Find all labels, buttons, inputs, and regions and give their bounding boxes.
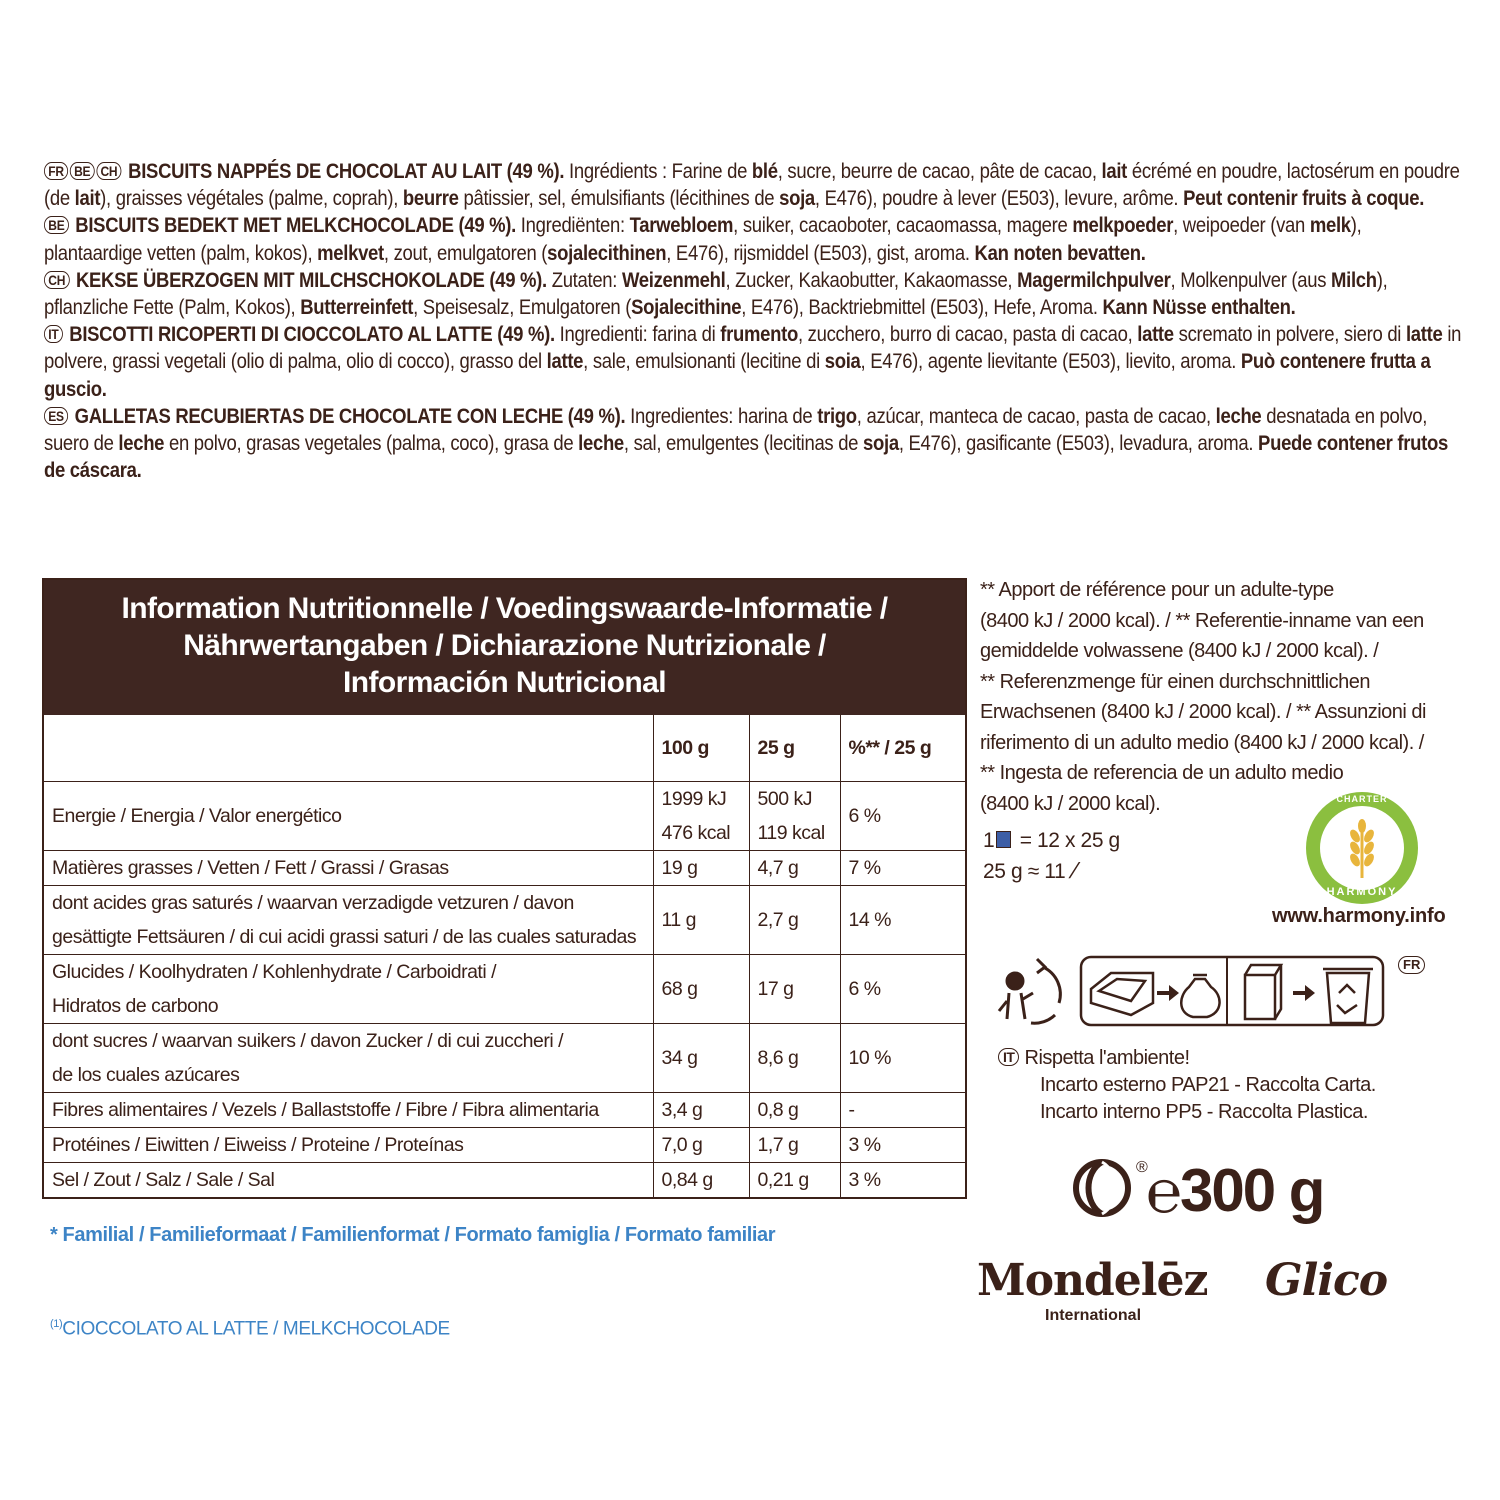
country-badge: FR [44,162,68,180]
v100-text: 11 g [661,909,697,931]
biscuit-icon: / [1066,858,1082,883]
column-header [44,715,653,782]
estimated-sign-icon: ℮ [1146,1158,1180,1225]
ingredient-text: , Zucker, Kakaobutter, Kakaomasse, [725,267,1018,292]
footnote-text: CIOCCOLATO AL LATTE / MELKCHOCOLADE [62,1318,450,1340]
country-badge: IT [44,325,63,343]
pack-count [983,826,1120,856]
ingredient-paragraph [44,267,1463,321]
pack-count-text: = 12 x 25 g [1019,829,1120,852]
ingredient-text: scremato in polvere, siero di [1173,322,1406,347]
v25-cell [749,1024,840,1093]
nutrition-header-line: Nährwertangaben / Dichiarazione Nutrizionale / [183,629,826,662]
label-text: Energie / Energia / Valor energético [52,805,342,827]
reference-line: (8400 kJ / 2000 kcal). / ** Referentie-inname van een [980,609,1424,632]
table-row [44,851,965,886]
pct-cell: 14 % [840,886,965,955]
recycle-bin-icon [1323,969,1373,1023]
ingredient-bold-text: sojalecithinen [547,240,667,265]
v25-cell [749,1163,840,1198]
ingredients-block [44,158,1463,484]
label-cell [44,1093,653,1128]
v25-cell [749,851,840,886]
v25-cell [749,955,840,1024]
ingredient-text: Ingrédients : Farine de [564,159,752,183]
label-text: dont sucres / waarvan suikers / davon Zucker / di cui zuccheri / [52,1030,563,1052]
label-text: de los cuales azúcares [52,1064,240,1086]
v100-cell [653,1024,749,1093]
triman-icon [999,959,1060,1023]
ingredient-text: , sucre, beurre de cacao, pâte de cacao, [777,159,1102,183]
pct-cell: 6 % [840,782,965,851]
v100-cell [653,955,749,1024]
reference-line: riferimento di un adulto medio (8400 kJ / 2000 kcal). / [980,731,1424,754]
harmony-inner [1320,806,1404,890]
table-row [44,1024,965,1093]
ingredient-bold-text: lait [74,186,101,211]
ingredient-paragraph [44,321,1463,403]
ingredient-bold-text: Kan noten bevatten. [974,240,1146,265]
label-cell [44,782,653,851]
ingredient-bold-text: melkvet [317,240,384,265]
ingredient-bold-text: beurre [402,186,459,211]
v25-cell [749,782,840,851]
reference-line: (8400 kJ / 2000 kcal). [980,792,1161,815]
ingredient-text: , weipoeder (van [1173,213,1310,238]
portion-info [983,826,1120,887]
nutrition-table [42,578,967,1199]
ingredient-text: ), graisses végétales (palme, coprah), [100,186,403,211]
ingredient-bold-text: latte [546,349,584,374]
country-badge: CH [96,162,121,180]
bag-icon [1181,975,1219,1017]
country-badge: FR [1398,956,1425,974]
ingredient-bold-text: Milch [1331,267,1377,292]
piece-count-text: 25 g ≈ 11 [983,860,1066,883]
v25-text: 17 g [757,978,794,1000]
country-badge: BE [70,162,95,180]
v25-text: 4,7 g [757,857,799,879]
ingredient-text: , E476), agente lievitante (E503), lievito, aroma. [860,349,1241,374]
label-text: Matières grasses / Vetten / Fett / Grassi / Grasas [52,857,449,879]
net-weight [1070,1152,1470,1228]
ingredient-text: , zout, emulgatoren ( [383,240,548,265]
ingredient-paragraph [44,158,1463,212]
pack-icon [1091,973,1153,1015]
v100-text: 19 g [661,857,698,879]
v100-text: 34 g [661,1047,698,1069]
arrow-icon [1293,985,1315,1001]
table-header-row [44,715,965,782]
v25-text: 119 kcal [757,822,825,844]
environment-line: Rispetta l'ambiente! [1024,1047,1190,1069]
reference-line: ** Ingesta de referencia de un adulto medio [980,762,1344,784]
v100-text: 476 kcal [661,822,731,844]
v25-text: 2,7 g [757,909,799,931]
table-row [44,955,965,1024]
column-header: 100 g [653,715,749,782]
ingredient-text: , E476), poudre à lever (E503), levure, arôme. [814,186,1184,211]
v25-text: 8,6 g [757,1047,799,1069]
table-row [44,1163,965,1198]
ingredient-bold-text: leche [578,431,624,456]
ingredient-bold-text: Può contenere frutta a guscio. [44,349,1431,401]
ingredient-bold-text: soja [863,431,899,456]
v100-cell [653,782,749,851]
country-badge: ES [44,407,68,425]
v25-text: 500 kJ [757,788,812,810]
ingredient-bold-text: melk [1309,213,1351,238]
country-badge: BE [44,216,69,234]
ingredient-text: , Molkenpulver (aus [1170,267,1332,292]
v25-text: 0,8 g [757,1099,799,1121]
glico-logo: Glico [1265,1255,1388,1306]
table-row [44,782,965,851]
ingredient-text: ), plantaardige vetten (palm, kokos), [44,213,1362,265]
ingredient-bold-text: frumento [720,322,798,347]
ingredient-bold-text: melkpoeder [1072,213,1174,238]
ingredient-bold-text: leche [1215,403,1262,428]
ingredient-bold-text: BISCOTTI RICOPERTI DI CIOCCOLATO AL LATTE (49 %). [69,322,555,347]
environment-line: Incarto esterno PAP21 - Raccolta Carta. [1040,1074,1376,1096]
carton-icon [1245,965,1281,1019]
ingredient-bold-text: Puede contener frutos de cáscara. [44,431,1448,483]
ingredient-text: écrémé en poudre, lactosérum en poudre (de [44,159,1460,211]
v25-cell [749,1128,840,1163]
label-text: Sel / Zout / Salz / Sale / Sal [52,1169,275,1191]
ingredient-bold-text: soja [779,186,815,211]
label-text: Protéines / Eiwitten / Eiweiss / Proteine / Proteínas [52,1134,464,1156]
ingredient-bold-text: BISCUITS BEDEKT MET MELKCHOCOLADE (49 %). [75,213,516,238]
nutrition-header-line: Información Nutricional [343,666,666,699]
footnote-mark: (1) [50,1318,63,1330]
ingredient-bold-text: lait [1101,159,1128,183]
ingredient-bold-text: Sojalecithine [631,295,742,320]
label-text: Glucides / Koolhydraten / Kohlenhydrate / Carboidrati / [52,961,497,983]
ingredient-text: , Speisesalz, Emulgatoren ( [413,295,632,320]
environment-line: Incarto interno PP5 - Raccolta Plastica. [1040,1101,1368,1123]
pack-count-number: 1 [983,829,995,852]
familial-note: * Familial / Familieformaat / Familienformat / Formato famiglia / Formato familiar [50,1224,776,1246]
ingredient-text: , zucchero, burro di cacao, pasta di cacao, [797,322,1138,347]
label-cell [44,955,653,1024]
label-cell [44,886,653,955]
reference-line: ** Referenzmenge für einen durchschnittlichen [980,670,1370,693]
v25-text: 1,7 g [757,1134,799,1156]
ingredient-text: en polvo, grasas vegetales (palma, coco), grasa de [164,431,579,456]
label-cell [44,851,653,886]
v25-text: 0,21 g [757,1169,809,1191]
recycling-info [993,953,1393,1029]
ingredient-text: Ingredienti: farina di [554,322,721,347]
green-dot-icon [1070,1152,1180,1228]
v100-cell [653,1163,749,1198]
ingredient-text: , sal, emulgentes (lecitinas de [623,431,864,456]
reference-intake-note [980,575,1450,819]
label-cell [44,1128,653,1163]
harmony-url: www.harmony.info [1272,905,1446,927]
pct-cell: 3 % [840,1128,965,1163]
ingredient-paragraph [44,212,1463,266]
ingredient-text: desnatada en polvo, suero de [44,403,1428,456]
ingredient-bold-text: KEKSE ÜBERZOGEN MIT MILCHSCHOKOLADE (49 %). [75,267,547,292]
v100-cell [653,886,749,955]
harmony-bottom-text: HARMONY [1326,886,1398,898]
v100-cell [653,851,749,886]
environment-note [998,1045,1376,1126]
pack-icon [996,831,1011,848]
nutrition-header [44,580,965,715]
label-text: gesättigte Fettsäuren / di cui acidi grassi saturi / de las cuales saturadas [52,926,637,948]
v100-text: 3,4 g [661,1099,703,1121]
ingredient-bold-text: Peut contenir fruits à coque. [1183,186,1425,211]
ingredient-text: , sale, emulsionanti (lecitine di [583,349,825,374]
ingredient-bold-text: Tarwebloem [629,213,734,238]
piece-count [983,856,1120,887]
pct-cell: 7 % [840,851,965,886]
mondelez-logo: Mondelēz [977,1255,1208,1306]
table-row [44,1128,965,1163]
ingredient-text: , E476), Backtriebmittel (E503), Hefe, Aroma. [741,295,1103,320]
v100-text: 0,84 g [661,1169,713,1191]
label-cell [44,1024,653,1093]
harmony-logo [1306,792,1418,904]
pct-cell: - [840,1093,965,1128]
label-text: dont acides gras saturés / waarvan verzadigde vetzuren / davon [52,892,574,914]
ingredient-text: , E476), gasificante (E503), levadura, aroma. [898,431,1259,456]
v25-cell [749,886,840,955]
ingredient-text: ), pflanzliche Fette (Palm, Kokos), [44,267,1388,320]
footnote [50,1318,450,1340]
table-row [44,1093,965,1128]
v25-cell [749,1093,840,1128]
ingredient-bold-text: BISCUITS NAPPÉS DE CHOCOLAT AU LAIT (49 %). [128,159,565,183]
ingredient-bold-text: latte [1137,322,1174,347]
ingredient-text: , E476), rijsmiddel (E503), gist, aroma. [666,240,975,265]
label-text: Fibres alimentaires / Vezels / Ballaststoffe / Fibre / Fibra alimentaria [52,1099,599,1121]
ingredient-bold-text: trigo [817,403,857,428]
registered-mark: ® [1136,1159,1148,1176]
ingredient-bold-text: Butterreinfett [300,295,414,320]
brand-logos [975,1255,1455,1335]
ingredient-text: , suiker, cacaoboter, cacaomassa, magere [733,213,1073,238]
column-header: 25 g [749,715,840,782]
reference-line: Erwachsenen (8400 kJ / 2000 kcal). / ** Assunzioni di [980,701,1426,723]
pct-cell: 10 % [840,1024,965,1093]
reference-line: ** Apport de référence pour un adulte-type [980,579,1334,601]
nutrition-header-line: Information Nutritionnelle / Voedingswaarde-Informatie / [121,592,888,625]
column-header: %** / 25 g [840,715,965,782]
nutrition-grid [44,715,965,1197]
ingredient-bold-text: latte [1405,322,1443,347]
v100-text: 68 g [661,978,698,1000]
mondelez-international: International [1045,1307,1142,1324]
harmony-top-text: CHARTER [1336,794,1388,804]
reference-line: gemiddelde volwassene (8400 kJ / 2000 kcal). / [980,640,1379,662]
ingredient-bold-text: blé [751,159,778,183]
net-weight-text: 300 g [1180,1157,1324,1224]
ingredient-text: pâtissier, sel, émulsifiants (lécithines de [458,186,780,211]
label-text: Hidratos de carbono [52,995,219,1017]
pct-cell: 3 % [840,1163,965,1198]
country-badge: IT [998,1048,1019,1066]
ingredient-text: in polvere, grassi vegetali (olio di palma, olio di cocco), grasso del [44,322,1462,374]
ingredient-text: Zutaten: [546,267,622,292]
ingredient-bold-text: soia [824,349,861,374]
pct-cell: 6 % [840,955,965,1024]
ingredient-text: Ingrediënten: [515,213,630,238]
ingredient-paragraph [44,403,1463,485]
country-badge: CH [44,271,69,289]
ingredient-bold-text: GALLETAS RECUBIERTAS DE CHOCOLATE CON LECHE (49 %). [74,403,626,428]
v100-cell [653,1093,749,1128]
ingredient-text: , azúcar, manteca de cacao, pasta de cacao, [856,403,1216,428]
arrow-icon [1157,985,1179,1001]
ingredient-text: Ingredientes: harina de [625,403,818,428]
v100-text: 7,0 g [661,1134,703,1156]
wheat-icon [1320,806,1404,890]
recycling-icons [993,953,1393,1029]
ingredient-bold-text: Kann Nüsse enthalten. [1102,295,1296,320]
ingredient-bold-text: Weizenmehl [621,267,726,292]
v100-text: 1999 kJ [661,788,727,810]
ingredient-bold-text: leche [118,431,165,456]
label-cell [44,1163,653,1198]
v100-cell [653,1128,749,1163]
table-row [44,886,965,955]
ingredient-bold-text: Magermilchpulver [1017,267,1171,292]
